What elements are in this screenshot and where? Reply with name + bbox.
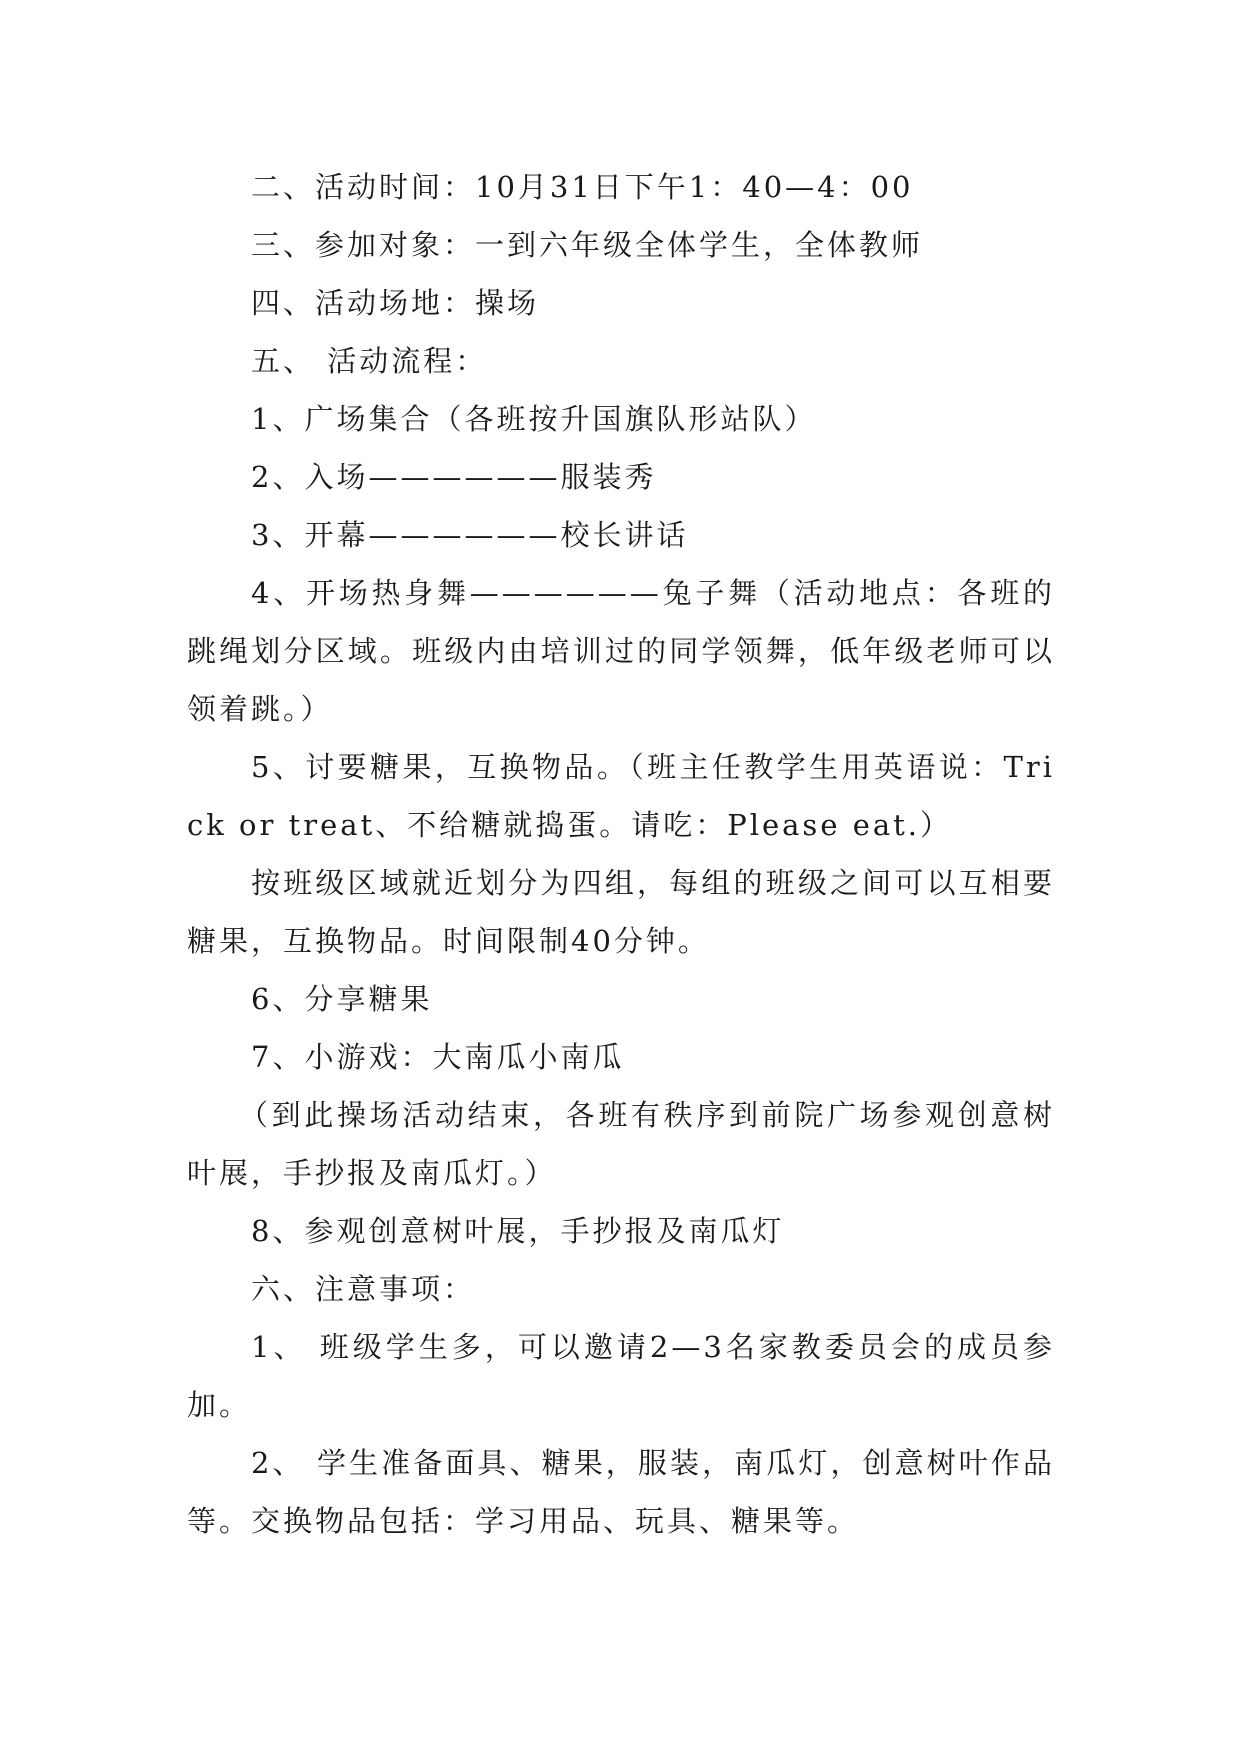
paragraph-step-4: 4、开场热身舞——————兔子舞（活动地点：各班的跳绳划分区域。班级内由培训过的同学领舞，低年级老师可以领着跳。） [187,576,1055,726]
paragraph-step-6: 6、分享糖果 [251,982,433,1016]
paragraph-activity-time: 二、活动时间：10月31日下午1：40—4：00 [251,170,914,204]
paragraph-venue: 四、活动场地：操场 [251,286,540,320]
paragraph-note-2: 2、 学生准备面具、糖果，服装，南瓜灯，创意树叶作品等。交换物品包括：学习用品、玩具、糖果等。 [187,1446,1055,1538]
paragraph-note-1: 1、 班级学生多，可以邀请2—3名家教委员会的成员参加。 [187,1330,1055,1422]
paragraph-participants: 三、参加对象：一到六年级全体学生，全体教师 [251,228,924,262]
paragraph-step-7: 7、小游戏：大南瓜小南瓜 [251,1040,625,1074]
paragraph-step-5: 5、讨要糖果，互换物品。（班主任教学生用英语说：Trick or treat、不给糖就捣蛋。请吃：Please eat.） [187,750,1055,842]
paragraph-step-8: 8、参观创意树叶展，手抄报及南瓜灯 [251,1214,785,1248]
paragraph-step-1: 1、广场集合（各班按升国旗队形站队） [251,402,817,436]
document-body [187,158,1055,1550]
paragraph-notes-heading: 六、注意事项： [251,1272,476,1306]
paragraph-step-3: 3、开幕——————校长讲话 [251,518,689,552]
paragraph-grouping: 按班级区域就近划分为四组，每组的班级之间可以互相要糖果，互换物品。时间限制40分钟。 [187,866,1055,958]
paragraph-end-note: （到此操场活动结束，各班有秩序到前院广场参观创意树叶展，手抄报及南瓜灯。） [187,1098,1055,1190]
paragraph-process-heading: 五、 活动流程： [251,344,488,378]
paragraph-step-2: 2、入场——————服装秀 [251,460,657,494]
